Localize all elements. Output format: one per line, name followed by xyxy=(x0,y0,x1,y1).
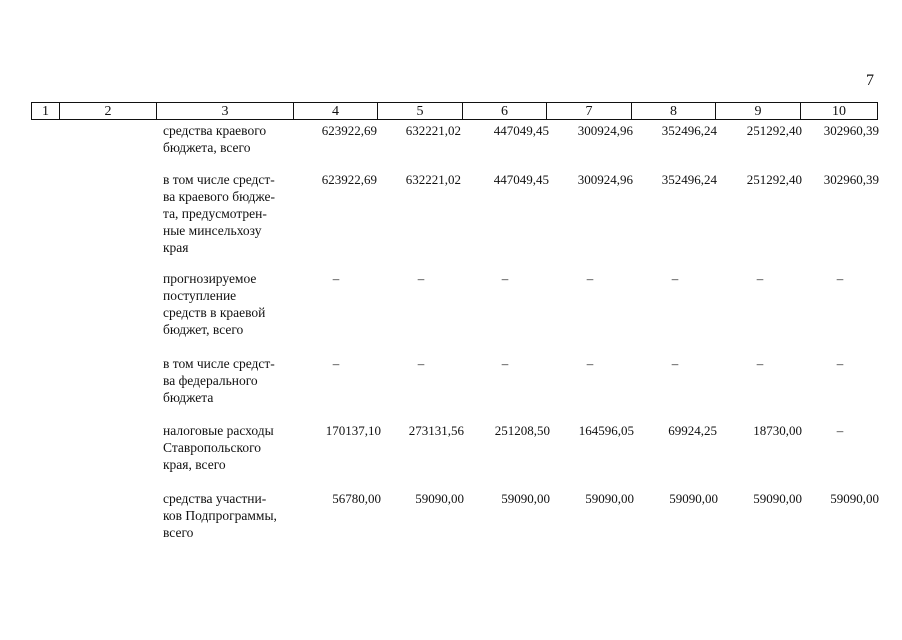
row-label: средства участни- ков Подпрограммы, всего xyxy=(163,491,277,540)
value-cell: – xyxy=(836,423,844,438)
value-cell: 251292,40 xyxy=(746,172,802,187)
table-header-row xyxy=(31,102,878,120)
value-cell: 59090,00 xyxy=(415,491,464,506)
row-label: в том числе средст- ва федерального бюджета xyxy=(163,356,275,405)
value-cell: 251208,50 xyxy=(494,423,550,438)
row-label: средства краевого бюджета, всего xyxy=(163,123,267,155)
value-cell: 251292,40 xyxy=(746,123,802,138)
value-cell: 170137,10 xyxy=(325,423,381,438)
value-cell: 59090,00 xyxy=(669,491,718,506)
value-cell: – xyxy=(332,356,340,371)
header-cell: 9 xyxy=(716,102,801,120)
value-cell: 59090,00 xyxy=(585,491,634,506)
value-cell: – xyxy=(756,271,764,286)
value-cell: 632221,02 xyxy=(405,123,461,138)
value-cell: – xyxy=(332,271,340,286)
value-cell: 623922,69 xyxy=(321,123,377,138)
value-cell: 302960,39 xyxy=(823,123,879,138)
value-cell: 59090,00 xyxy=(753,491,802,506)
value-cell: – xyxy=(586,271,594,286)
page-number: 7 xyxy=(866,72,874,89)
value-cell: 352496,24 xyxy=(661,172,717,187)
value-cell: 300924,96 xyxy=(577,172,633,187)
row-label: прогнозируемое поступление средств в краевой бюджет, всего xyxy=(163,271,266,337)
value-cell: 164596,05 xyxy=(578,423,634,438)
header-cell: 3 xyxy=(157,102,294,120)
header-cell: 5 xyxy=(378,102,463,120)
header-cell: 1 xyxy=(31,102,60,120)
value-cell: 447049,45 xyxy=(493,172,549,187)
value-cell: – xyxy=(836,271,844,286)
value-cell: 18730,00 xyxy=(753,423,802,438)
value-cell: – xyxy=(417,271,425,286)
value-cell: 69924,25 xyxy=(668,423,717,438)
value-cell: 300924,96 xyxy=(577,123,633,138)
value-cell: – xyxy=(501,356,509,371)
value-cell: 447049,45 xyxy=(493,123,549,138)
value-cell: – xyxy=(671,271,679,286)
value-cell: – xyxy=(836,356,844,371)
value-cell: 632221,02 xyxy=(405,172,461,187)
header-cell: 8 xyxy=(632,102,716,120)
value-cell: – xyxy=(417,356,425,371)
value-cell: 352496,24 xyxy=(661,123,717,138)
value-cell: 623922,69 xyxy=(321,172,377,187)
row-label: в том числе средст- ва краевого бюдже- та, предусмотрен- ные минсельхозу края xyxy=(163,172,275,255)
header-cell: 4 xyxy=(294,102,378,120)
value-cell: 59090,00 xyxy=(830,491,879,506)
value-cell: 56780,00 xyxy=(332,491,381,506)
header-cell: 2 xyxy=(60,102,157,120)
value-cell: 273131,56 xyxy=(408,423,464,438)
value-cell: 59090,00 xyxy=(501,491,550,506)
value-cell: – xyxy=(586,356,594,371)
value-cell: – xyxy=(756,356,764,371)
header-cell: 10 xyxy=(801,102,878,120)
value-cell: 302960,39 xyxy=(823,172,879,187)
header-cell: 6 xyxy=(463,102,547,120)
value-cell: – xyxy=(671,356,679,371)
header-cell: 7 xyxy=(547,102,632,120)
value-cell: – xyxy=(501,271,509,286)
row-label: налоговые расходы Ставропольского края, всего xyxy=(163,423,274,472)
